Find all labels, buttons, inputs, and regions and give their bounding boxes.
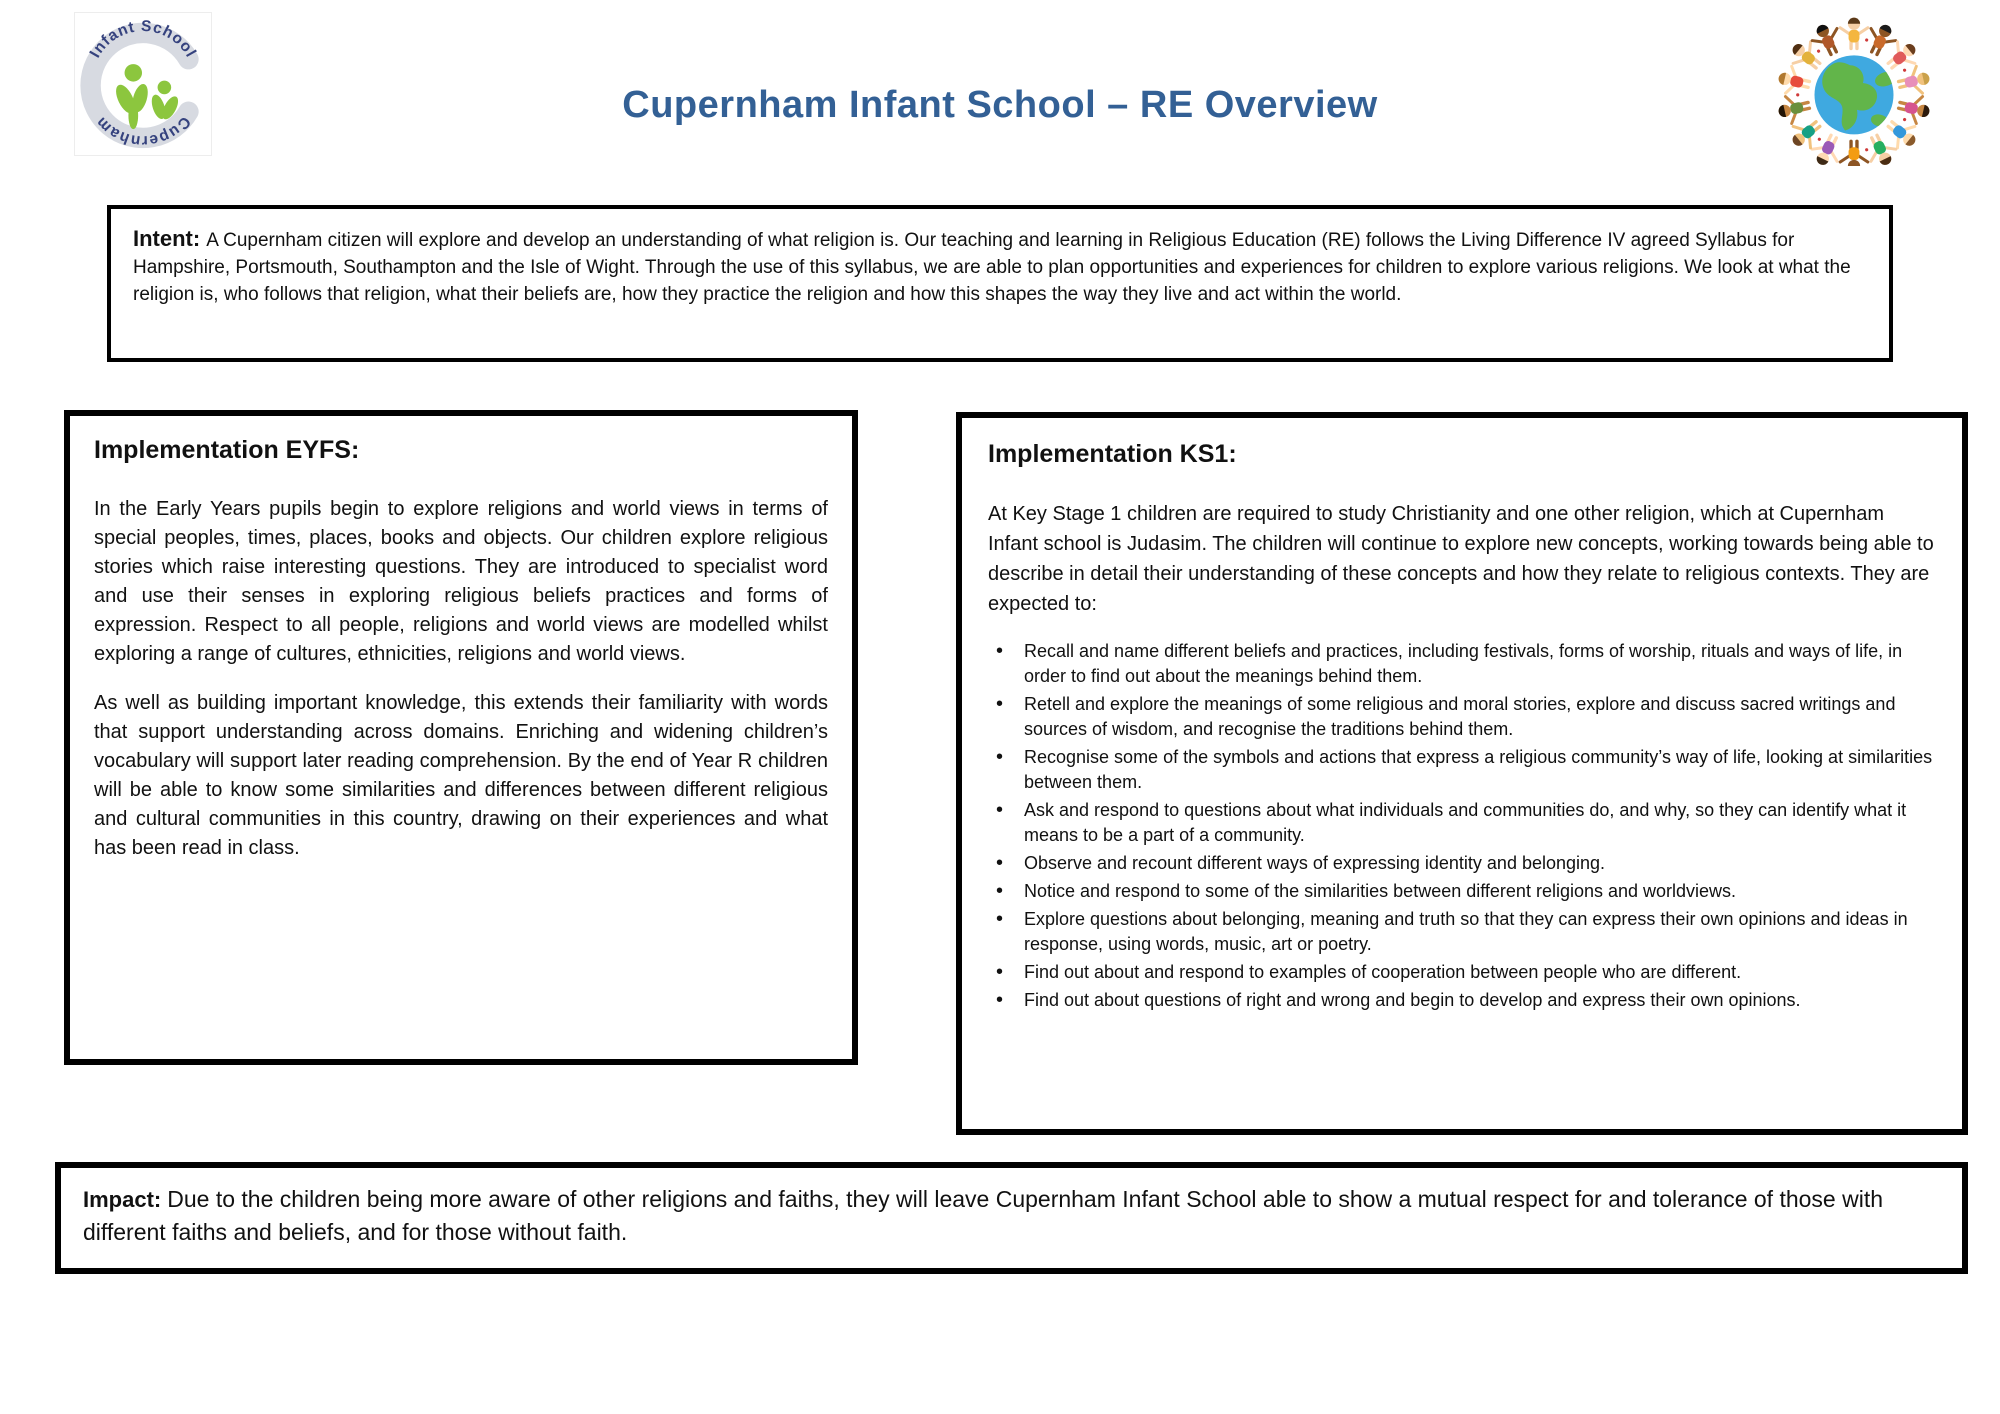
ks1-bullet-item: • Ask and respond to questions about what individuals and communities do, and why, so they can identify what it means to be a part of a community. (988, 798, 1936, 848)
ks1-bullet-list (988, 639, 1936, 1013)
eyfs-paragraph-1: In the Early Years pupils begin to explore religions and world views in terms of special peoples, times, places, books and objects. Our children explore religious stories which raise interesting questions. They are introduced to specialist word and use their senses in exploring religious beliefs practices and forms of expression. Respect to all people, religions and world views are modelled whilst exploring a range of cultures, ethnicities, religions and world views. (94, 498, 828, 665)
ks1-bullet-item: • Notice and respond to some of the similarities between different religions and worldviews. (988, 879, 1936, 904)
children-around-globe-icon (1775, 6, 1933, 166)
ks1-bullet-item: • Find out about and respond to examples of cooperation between people who are different. (988, 960, 1936, 985)
eyfs-paragraph-2: As well as building important knowledge, this extends their familiarity with words that support understanding across domains. Enriching and widening children’s vocabulary will support later reading comprehension. By the end of Year R children will be able to know some similarities and differences between different religious and cultural communities in this country, drawing on their experiences and what has been read in class. (94, 692, 828, 859)
ks1-bullet-item: • Observe and recount different ways of expressing identity and belonging. (988, 851, 1936, 876)
ks1-heading: Implementation KS1: (988, 440, 1237, 468)
implementation-eyfs-box (64, 410, 858, 1065)
ks1-bullet-item: • Find out about questions of right and wrong and begin to develop and express their own opinions. (988, 988, 1936, 1013)
ks1-bullet-item: • Retell and explore the meanings of some religious and moral stories, explore and discuss sacred writings and sources of wisdom, and recognise the traditions behind them. (988, 692, 1936, 742)
school-logo-text-bottom: Cupernham (92, 112, 194, 150)
intent-box (107, 205, 1893, 362)
eyfs-heading: Implementation EYFS: (94, 436, 360, 464)
intent-text: A Cupernham citizen will explore and develop an understanding of what religion is. Our teaching and learning in Religious Education (RE) follows the Living Difference IV agreed Syllabus for Hampshire, Portsmouth, Southampton and the Isle of Wight. Through the use of this syllabus, we are able to plan opportunities and experiences for children to explore various religions. We look at what the religion is, who follows that religion, what their beliefs are, how they practice the religion and how this shapes the way they live and act within the world. (133, 230, 1851, 305)
ks1-bullet-item: • Recognise some of the symbols and actions that express a religious community’s way of life, looking at similarities between them. (988, 745, 1936, 795)
globe-icon (1815, 55, 1899, 134)
ks1-bullet-item: • Recall and name different beliefs and practices, including festivals, forms of worship, rituals and ways of life, in order to find out about the meanings behind them. (988, 639, 1936, 689)
ks1-bullet-item: • Explore questions about belonging, meaning and truth so that they can express their own opinions and ideas in response, using words, music, art or poetry. (988, 907, 1936, 957)
children-around-globe-logo (1775, 6, 1933, 166)
intent-label: Intent: (133, 226, 201, 251)
ks1-intro: At Key Stage 1 children are required to study Christianity and one other religion, which at Cupernham Infant school is Judasim. The children will continue to explore new concepts, working towards being able to describe in detail their understanding of these concepts and how they relate to religious contexts. They are expected to: (988, 503, 1934, 615)
impact-text: Due to the children being more aware of other religions and faiths, they will leave Cupernham Infant School able to show a mutual respect for and tolerance of those with different faiths and beliefs, and for those without faith. (83, 1186, 1884, 1245)
impact-box (55, 1162, 1968, 1274)
implementation-ks1-box (956, 412, 1968, 1135)
page-title: Cupernham Infant School – RE Overview (622, 84, 1378, 126)
school-logo-text-top: Infant School (86, 17, 200, 61)
impact-label: Impact: (83, 1187, 162, 1212)
